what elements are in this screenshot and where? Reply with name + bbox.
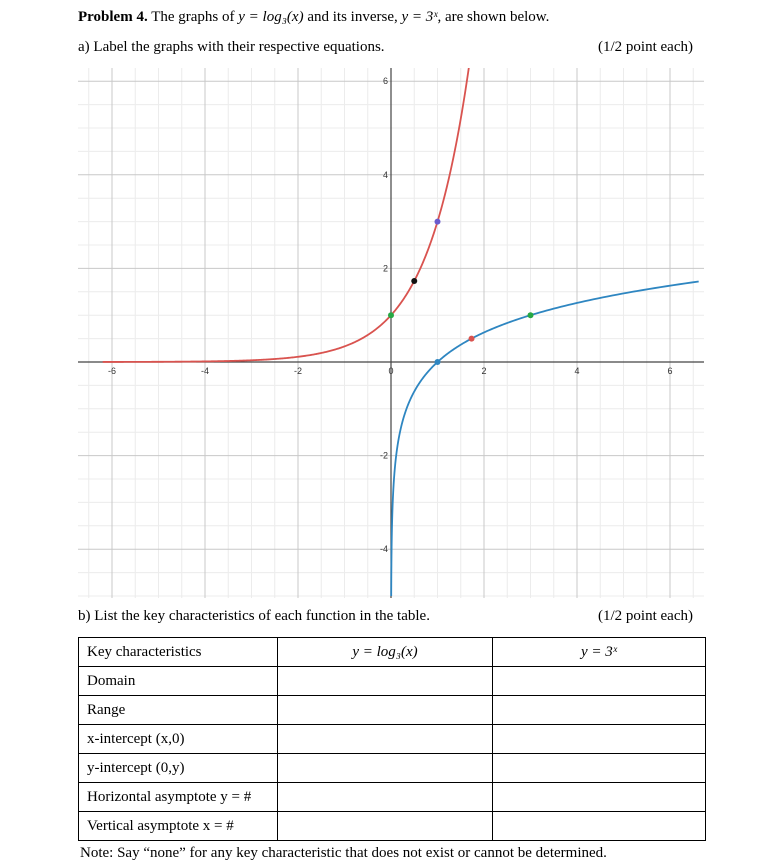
exp-equation: y = 3ˣ — [401, 9, 438, 25]
answer-cell-log[interactable] — [278, 783, 493, 812]
part-a-instruction: a) Label the graphs with their respective equations. — [78, 39, 385, 55]
axes — [78, 68, 704, 598]
table-row — [79, 783, 706, 812]
y-tick-label: 2 — [382, 263, 388, 274]
key-characteristics-table — [78, 637, 706, 841]
exponential-curve — [103, 68, 471, 362]
x-tick-label: 6 — [667, 366, 673, 376]
problem-number: Problem 4. — [78, 9, 148, 25]
part-b-points: (1/2 point each) — [598, 608, 693, 624]
table-row — [79, 725, 706, 754]
table-row — [79, 667, 706, 696]
y-tick-label: -4 — [379, 544, 388, 555]
row-label: Vertical asymptote x = # — [79, 812, 278, 841]
row-label: y-intercept (0,y) — [79, 754, 278, 783]
table-header-row — [79, 638, 706, 667]
graph-point — [435, 359, 441, 365]
curves — [103, 68, 699, 596]
table-row — [79, 754, 706, 783]
header-exp: y = 3ˣ — [493, 638, 706, 667]
y-tick-label: 6 — [382, 76, 388, 87]
problem-text-c: , are shown below. — [437, 9, 550, 25]
graph-point — [411, 278, 417, 284]
answer-cell-exp[interactable] — [493, 783, 706, 812]
row-label: Range — [79, 696, 278, 725]
footnote: Note: Say “none” for any key characteristic that does not exist or cannot be determined. — [80, 845, 607, 861]
x-tick-label: 4 — [574, 366, 580, 376]
graph-point — [528, 312, 534, 318]
x-tick-label: 0 — [388, 366, 394, 376]
answer-cell-log[interactable] — [278, 696, 493, 725]
x-tick-label: -4 — [200, 366, 210, 376]
table-row — [79, 812, 706, 841]
problem-statement — [78, 9, 549, 26]
row-label: x-intercept (x,0) — [79, 725, 278, 754]
row-label: Horizontal asymptote y = # — [79, 783, 278, 812]
y-tick-label: 4 — [382, 169, 388, 180]
part-a-points: (1/2 point each) — [598, 39, 693, 55]
y-tick-label: -2 — [379, 450, 388, 461]
graph-point — [435, 219, 441, 225]
header-key-characteristics: Key characteristics — [79, 638, 278, 667]
row-label: Domain — [79, 667, 278, 696]
log-equation: y = log₃(x) — [238, 9, 304, 25]
x-tick-label: 2 — [481, 366, 487, 376]
function-graph — [78, 68, 704, 598]
problem-text-a: The graphs of — [151, 9, 235, 25]
problem-text-b: and its inverse, — [307, 9, 398, 25]
table-row — [79, 696, 706, 725]
x-tick-label: -6 — [107, 366, 117, 376]
answer-cell-exp[interactable] — [493, 754, 706, 783]
answer-cell-exp[interactable] — [493, 696, 706, 725]
answer-cell-log[interactable] — [278, 725, 493, 754]
answer-cell-log[interactable] — [278, 667, 493, 696]
answer-cell-exp[interactable] — [493, 725, 706, 754]
part-b-instruction: b) List the key characteristics of each function in the table. — [78, 608, 430, 624]
graph-point — [469, 336, 475, 342]
answer-cell-log[interactable] — [278, 754, 493, 783]
answer-cell-exp[interactable] — [493, 812, 706, 841]
answer-cell-exp[interactable] — [493, 667, 706, 696]
header-log: y = log₃(x) — [278, 638, 493, 667]
answer-cell-log[interactable] — [278, 812, 493, 841]
x-tick-label: -2 — [293, 366, 303, 376]
graph-point — [388, 312, 394, 318]
